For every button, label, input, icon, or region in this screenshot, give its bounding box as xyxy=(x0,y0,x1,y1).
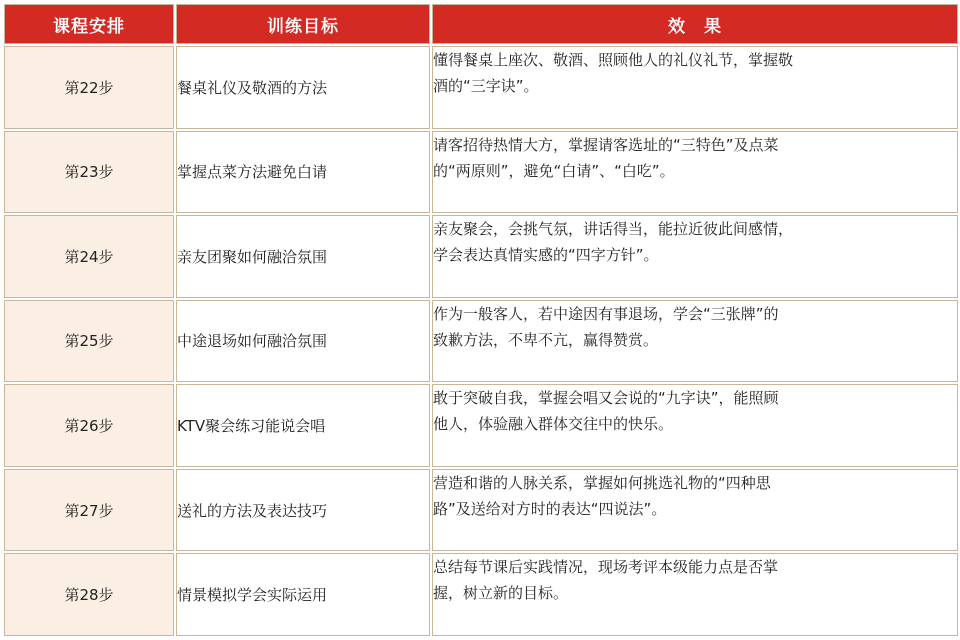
effect-cell xyxy=(432,46,958,129)
step-cell: 第24步 xyxy=(4,215,174,298)
effect-text: 总结每节课后实践情况，现场考评本级能力点是否掌握，树立新的目标。 xyxy=(433,558,779,603)
effect-cell xyxy=(432,469,958,552)
effect-text: 亲友聚会，会挑气氛，讲话得当，能拉近彼此间感情，学会表达真情实感的“四字方针”。 xyxy=(433,220,794,265)
step-cell: 第27步 xyxy=(4,469,174,552)
step-cell: 第28步 xyxy=(4,553,174,636)
header-training-goal: 训练目标 xyxy=(176,4,430,44)
table-row xyxy=(4,215,958,298)
goal-cell: 送礼的方法及表达技巧 xyxy=(176,469,430,552)
header-course-arrangement: 课程安排 xyxy=(4,4,174,44)
goal-cell: 中途退场如何融洽氛围 xyxy=(176,300,430,383)
effect-cell xyxy=(432,553,958,636)
effect-cell xyxy=(432,384,958,467)
table-row xyxy=(4,384,958,467)
goal-cell: 掌握点菜方法避免白请 xyxy=(176,131,430,214)
goal-cell: KTV聚会练习能说会唱 xyxy=(176,384,430,467)
goal-cell: 亲友团聚如何融洽氛围 xyxy=(176,215,430,298)
goal-cell: 情景模拟学会实际运用 xyxy=(176,553,430,636)
table-row xyxy=(4,300,958,383)
effect-cell xyxy=(432,300,958,383)
effect-cell xyxy=(432,131,958,214)
header-row xyxy=(4,4,958,44)
effect-cell xyxy=(432,215,958,298)
table-row xyxy=(4,469,958,552)
effect-text: 营造和谐的人脉关系，掌握如何挑选礼物的“四种思路”及送给对方时的表达“四说法”。 xyxy=(433,473,771,518)
course-schedule-table xyxy=(2,2,960,638)
header-effect: 效 果 xyxy=(432,4,958,44)
goal-cell: 餐桌礼仪及敬酒的方法 xyxy=(176,46,430,129)
table-row xyxy=(4,46,958,129)
table-row xyxy=(4,131,958,214)
step-cell: 第23步 xyxy=(4,131,174,214)
step-cell: 第25步 xyxy=(4,300,174,383)
effect-text: 请客招待热情大方，掌握请客选址的“三特色”及点菜的“两原则”，避免“白请”、“白吃”。 xyxy=(433,135,779,180)
effect-text: 懂得餐桌上座次、敬酒、照顾他人的礼仪礼节，掌握敬酒的“三字诀”。 xyxy=(433,51,794,95)
table-row xyxy=(4,553,958,636)
step-cell: 第22步 xyxy=(4,46,174,129)
effect-text: 敢于突破自我，掌握会唱又会说的“九字诀”，能照顾他人，体验融入群体交往中的快乐。 xyxy=(433,389,779,434)
effect-text: 作为一般客人，若中途因有事退场，学会“三张牌”的致歉方法，不卑不亢，赢得赞赏。 xyxy=(433,304,779,349)
step-cell: 第26步 xyxy=(4,384,174,467)
